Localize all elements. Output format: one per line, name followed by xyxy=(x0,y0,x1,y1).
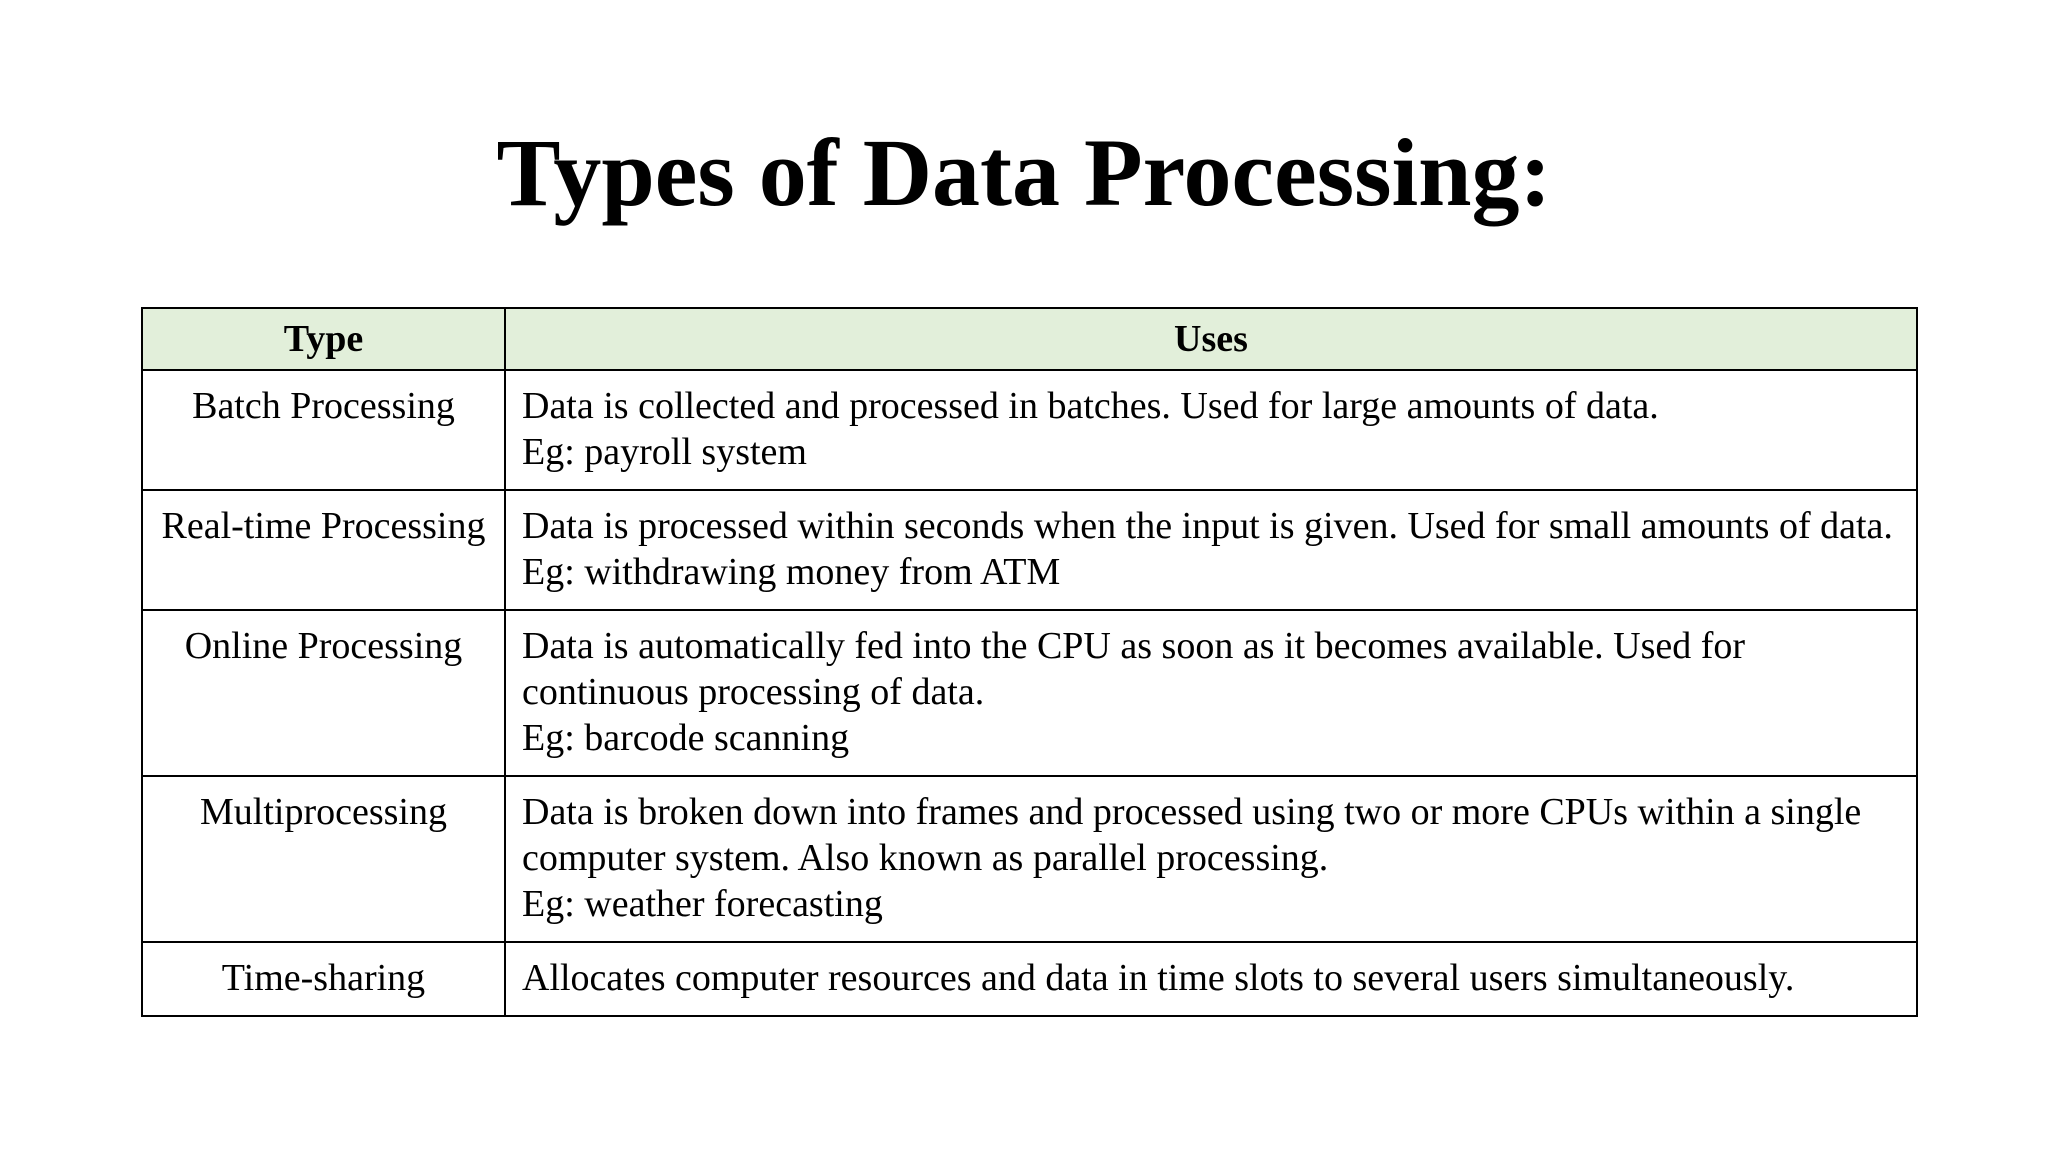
row-example: Eg: payroll system xyxy=(522,431,807,473)
row-description: Data is broken down into frames and processed using two or more CPUs within a single computer system. Also known as parallel processing. xyxy=(522,791,1862,879)
row-uses xyxy=(505,942,1917,1016)
row-description: Allocates computer resources and data in time slots to several users simultaneously. xyxy=(522,957,1795,999)
row-uses xyxy=(505,776,1917,942)
row-example: Eg: barcode scanning xyxy=(522,717,850,759)
row-uses xyxy=(505,610,1917,776)
data-processing-table xyxy=(141,307,1918,1017)
table-row xyxy=(142,942,1917,1016)
table-row xyxy=(142,490,1917,610)
row-type: Multiprocessing xyxy=(142,776,505,942)
header-type: Type xyxy=(142,308,505,370)
table-row xyxy=(142,370,1917,490)
row-example: Eg: weather forecasting xyxy=(522,883,883,925)
row-example: Eg: withdrawing money from ATM xyxy=(522,551,1061,593)
row-type: Real-time Processing xyxy=(142,490,505,610)
table-row xyxy=(142,776,1917,942)
row-description: Data is automatically fed into the CPU as soon as it becomes available. Used for continuous processing of data. xyxy=(522,625,1746,713)
row-uses xyxy=(505,370,1917,490)
table-row xyxy=(142,610,1917,776)
row-type: Time-sharing xyxy=(142,942,505,1016)
row-type: Online Processing xyxy=(142,610,505,776)
table-header-row xyxy=(142,308,1917,370)
row-type: Batch Processing xyxy=(142,370,505,490)
header-uses: Uses xyxy=(505,308,1917,370)
row-uses xyxy=(505,490,1917,610)
row-description: Data is processed within seconds when the input is given. Used for small amounts of data. xyxy=(522,505,1893,547)
slide-title: Types of Data Processing: xyxy=(496,119,1552,226)
row-description: Data is collected and processed in batches. Used for large amounts of data. xyxy=(522,385,1659,427)
